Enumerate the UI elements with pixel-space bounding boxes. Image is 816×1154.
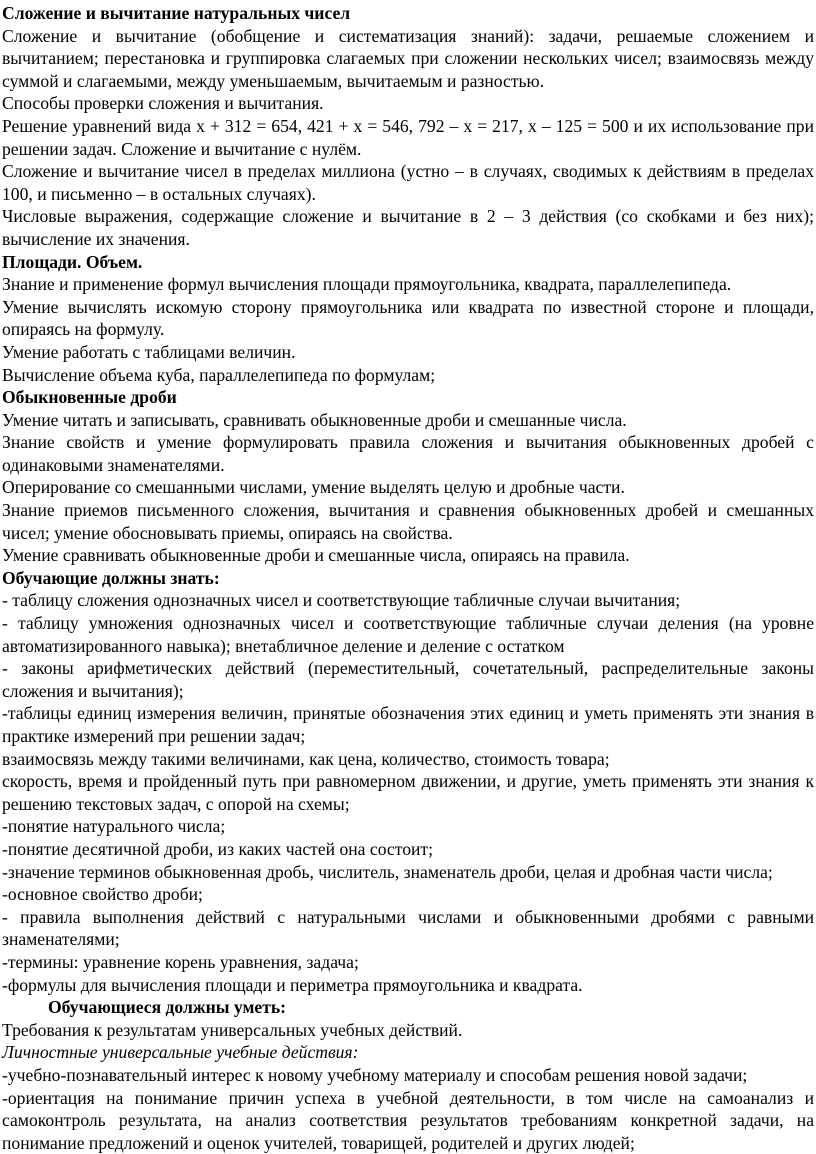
paragraph: Умение вычислять искомую сторону прямоугольника или квадрата по известной стороне и площади, опираясь на формулу. xyxy=(2,296,814,341)
list-item: взаимосвязь между такими величинами, как цена, количество, стоимость товара; xyxy=(2,748,814,771)
subsection-title: Личностные универсальные учебные действия: xyxy=(2,1041,814,1064)
list-item: -понятие натурального числа; xyxy=(2,815,814,838)
paragraph: Умение читать и записывать, сравнивать обыкновенные дроби и смешанные числа. xyxy=(2,409,814,432)
paragraph: Числовые выражения, содержащие сложение и вычитание в 2 – 3 действия (со скобками и без них); вычисление их значения. xyxy=(2,205,814,250)
paragraph: Оперирование со смешанными числами, умение выделять целую и дробные части. xyxy=(2,476,814,499)
paragraph: Знание и применение формул вычисления площади прямоугольника, квадрата, параллелепипеда. xyxy=(2,273,814,296)
section-heading: Обучающие должны знать: xyxy=(2,567,814,590)
paragraph: Знание приемов письменного сложения, вычитания и сравнения обыкновенных дробей и смешанных чисел; умение обосновывать приемы, опираясь на свойства. xyxy=(2,499,814,544)
paragraph: Способы проверки сложения и вычитания. xyxy=(2,92,814,115)
paragraph: Решение уравнений вида х + 312 = 654, 421 + х = 546, 792 – х = 217, х – 125 = 500 и их использование при решении задач. Сложение и вычитание с нулём. xyxy=(2,115,814,160)
list-item: -таблицы единиц измерения величин, принятые обозначения этих единиц и уметь применять эти знания в практике измерений при решении задач; xyxy=(2,702,814,747)
list-item: -основное свойство дроби; xyxy=(2,883,814,906)
paragraph: Сложение и вычитание чисел в пределах миллиона (устно – в случаях, сводимых к действиям в пределах 100, и письменно – в остальных случаях). xyxy=(2,160,814,205)
paragraph: Сложение и вычитание (обобщение и систематизация знаний): задачи, решаемые сложением и вычитанием; перестановка и группировка слагаемых при сложении нескольких чисел; взаимосвязь между суммой и слагаемыми, между уменьшаемым, вычитаемым и разностью. xyxy=(2,25,814,93)
list-item: -формулы для вычисления площади и периметра прямоугольника и квадрата. xyxy=(2,974,814,997)
paragraph: Умение работать с таблицами величин. xyxy=(2,341,814,364)
list-item: -понятие десятичной дроби, из каких частей она состоит; xyxy=(2,838,814,861)
section-heading: Площади. Объем. xyxy=(2,251,814,274)
list-item: -термины: уравнение корень уравнения, задача; xyxy=(2,951,814,974)
paragraph: Знание свойств и умение формулировать правила сложения и вычитания обыкновенных дробей с одинаковыми знаменателями. xyxy=(2,431,814,476)
paragraph: Умение сравнивать обыкновенные дроби и смешанные числа, опираясь на правила. xyxy=(2,544,814,567)
section-heading: Обучающиеся должны уметь: xyxy=(2,996,814,1019)
list-item: -учебно-познавательный интерес к новому учебному материалу и способам решения новой задачи; xyxy=(2,1064,814,1087)
paragraph: Требования к результатам универсальных учебных действий. xyxy=(2,1019,814,1042)
list-item: -ориентация на понимание причин успеха в учебной деятельности, в том числе на самоанализ и самоконтроль результата, на анализ соответствия результатов требованиям конкретной задачи, на понимание предложений и оценок учителей, товарищей, родителей и других людей; xyxy=(2,1087,814,1154)
list-item: -значение терминов обыкновенная дробь, числитель, знаменатель дроби, целая и дробная части числа; xyxy=(2,861,814,884)
list-item: - законы арифметических действий (переместительный, сочетательный, распределительные законы сложения и вычитания); xyxy=(2,657,814,702)
list-item: - таблицу умножения однозначных чисел и соответствующие табличные случаи деления (на уровне автоматизированного навыка); внетабличное деление и деление с остатком xyxy=(2,612,814,657)
list-item: - правила выполнения действий с натуральными числами и обыкновенными дробями с равными знаменателями; xyxy=(2,906,814,951)
paragraph: Вычисление объема куба, параллелепипеда по формулам; xyxy=(2,364,814,387)
list-item: скорость, время и пройденный путь при равномерном движении, и другие, уметь применять эти знания к решению текстовых задач, с опорой на схемы; xyxy=(2,770,814,815)
section-heading: Обыкновенные дроби xyxy=(2,386,814,409)
section-heading: Сложение и вычитание натуральных чисел xyxy=(2,2,814,25)
list-item: - таблицу сложения однозначных чисел и соответствующие табличные случаи вычитания; xyxy=(2,589,814,612)
